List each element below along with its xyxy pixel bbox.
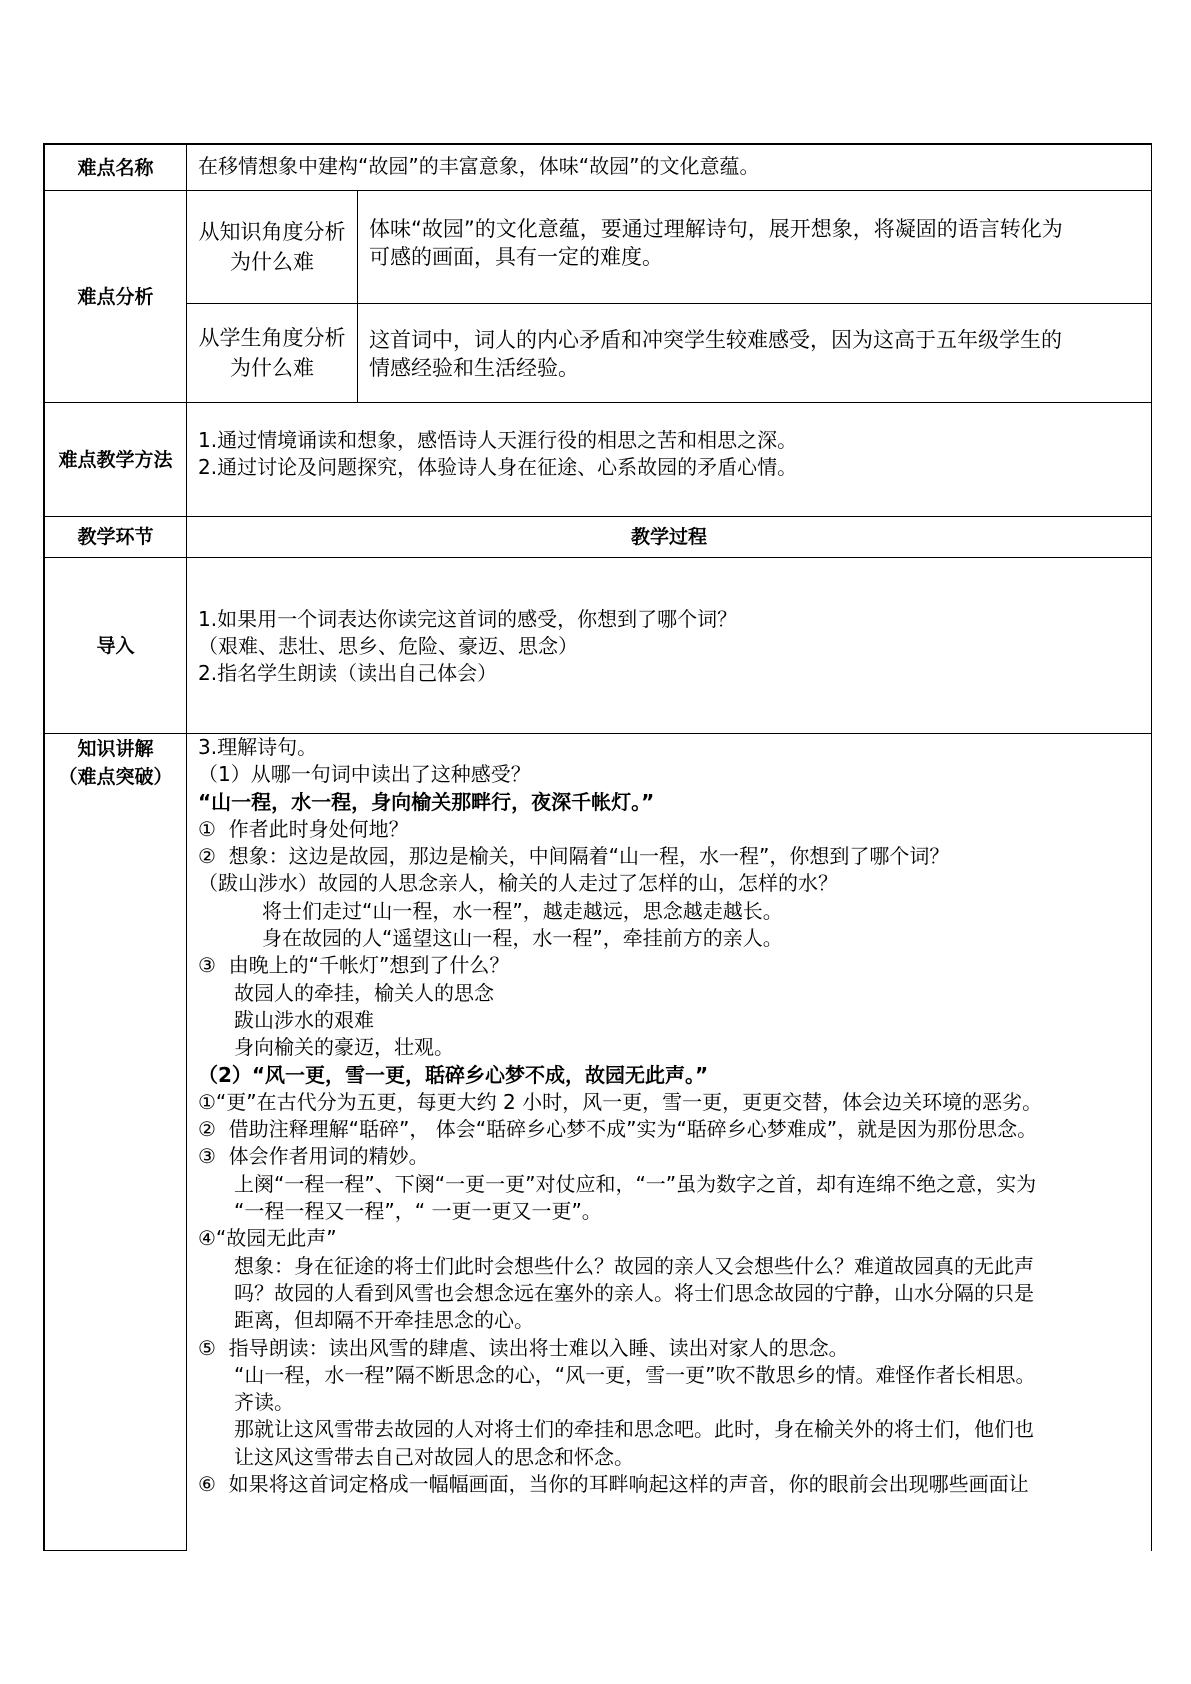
teaching-process-header: 教学过程 — [187, 517, 1152, 558]
knowledge-line: 身向榆关的豪迈，壮观。 — [234, 1035, 454, 1060]
difficulty-name-label: 难点名称 — [45, 145, 187, 191]
knowledge-line: 故园人的牵挂，榆关人的思念 — [234, 980, 494, 1005]
knowledge-line: 想象：身在征途的将士们此时会想些什么？故园的亲人又会想些什么？难道故园真的无此声 — [234, 1253, 1034, 1278]
difficulty-name-text: 在移情想象中建构“故园”的丰富意象，体味“故园”的文化意蕴。 — [187, 145, 1152, 191]
knowledge-line: 3.理解诗句。 — [198, 735, 318, 759]
knowledge-line: “山一程，水一程，身向榆关那畔行，夜深千帐灯。” — [198, 789, 655, 814]
knowledge-line: ①“更”在古代分为五更，每更大约 2 小时，风一更，雪一更，更更交替，体会边关环境的恶劣。 — [198, 1089, 1043, 1114]
knowledge-line: ④“故园无此声” — [198, 1226, 337, 1251]
knowledge-line: ① 作者此时身处何地？ — [198, 816, 409, 841]
lesson-plan-table — [43, 143, 1152, 1551]
knowledge-line: （1）从哪一句词中读出了这种感受？ — [198, 762, 531, 787]
difficulty-analysis-label: 难点分析 — [45, 191, 187, 403]
knowledge-line: 让这风这雪带去自己对故园人的思念和怀念。 — [234, 1444, 634, 1469]
knowledge-line: 上阕“一程一程”、下阕“一更一更”对仗应和，“一”虽为数字之首，却有连绵不绝之意，实为 — [234, 1171, 1037, 1196]
knowledge-line: （2）“风一更，雪一更，聒碎乡心梦不成，故园无此声。” — [198, 1062, 709, 1087]
knowledge-line: 距离，但却隔不开牵挂思念的心。 — [234, 1308, 534, 1333]
knowledge-line: “一程一程又一程”，“ 一更一更又一更”。 — [234, 1199, 602, 1224]
teaching-method-text: 1.通过情境诵读和想象，感悟诗人天涯行役的相思之苦和相思之深。 2.通过讨论及问题探究，体验诗人身在征途、心系故园的矛盾心情。 — [187, 403, 1152, 517]
teaching-method-label: 难点教学方法 — [45, 403, 187, 517]
knowledge-line: 齐读。 — [234, 1390, 294, 1415]
knowledge-line: 将士们走过“山一程，水一程”，越走越远，思念越走越长。 — [262, 898, 783, 923]
knowledge-line: （跋山涉水）故园的人思念亲人，榆关的人走过了怎样的山，怎样的水？ — [198, 871, 838, 896]
knowledge-line: ⑥ 如果将这首词定格成一幅幅画面，当你的耳畔响起这样的声音，你的眼前会出现哪些画面让 — [198, 1472, 1029, 1497]
knowledge-line: “山一程，水一程”隔不断思念的心，“风一更，雪一更”吹不散思乡的情。难怪作者长相思。 — [234, 1362, 1036, 1387]
knowledge-line: 身在故园的人“遥望这山一程，水一程”，牵挂前方的亲人。 — [262, 926, 783, 951]
student-angle-label: 从学生角度分析 为什么难 — [187, 304, 358, 403]
teaching-stage-header: 教学环节 — [45, 517, 187, 558]
knowledge-line: ⑤ 指导朗读：读出风雪的肆虐、读出将士难以入睡、读出对家人的思念。 — [198, 1335, 849, 1360]
knowledge-angle-label: 从知识角度分析 为什么难 — [187, 191, 358, 304]
knowledge-explanation-content — [187, 734, 1152, 1551]
student-angle-text: 这首词中，词人的内心矛盾和冲突学生较难感受，因为这高于五年级学生的 情感经验和生活经验。 — [358, 304, 1152, 403]
knowledge-line: ③ 体会作者用词的精妙。 — [198, 1144, 429, 1169]
knowledge-line: 吗？故园的人看到风雪也会想念远在塞外的亲人。将士们思念故园的宁静，山水分隔的只是 — [234, 1280, 1034, 1305]
knowledge-explanation-label: 知识讲解 （难点突破） — [45, 734, 187, 1551]
knowledge-line: 跋山涉水的艰难 — [234, 1007, 374, 1032]
knowledge-line: ③ 由晚上的“千帐灯”想到了什么？ — [198, 953, 510, 978]
knowledge-angle-text: 体味“故园”的文化意蕴，要通过理解诗句，展开想象，将凝固的语言转化为 可感的画面，具有一定的难度。 — [358, 191, 1152, 304]
intro-text: 1.如果用一个词表达你读完这首词的感受，你想到了哪个词？ （艰难、悲壮、思乡、危险、豪迈、思念） 2.指名学生朗读（读出自己体会） — [187, 558, 1152, 734]
intro-label: 导入 — [45, 558, 187, 734]
knowledge-line: 那就让这风雪带去故园的人对将士们的牵挂和思念吧。此时，身在榆关外的将士们，他们也 — [234, 1417, 1034, 1442]
knowledge-line: ② 想象：这边是故园，那边是榆关，中间隔着“山一程，水一程”，你想到了哪个词？ — [198, 844, 950, 869]
knowledge-line: ② 借助注释理解“聒碎”， 体会“聒碎乡心梦不成”实为“聒碎乡心梦难成”，就是因为那份思念。 — [198, 1117, 1038, 1142]
